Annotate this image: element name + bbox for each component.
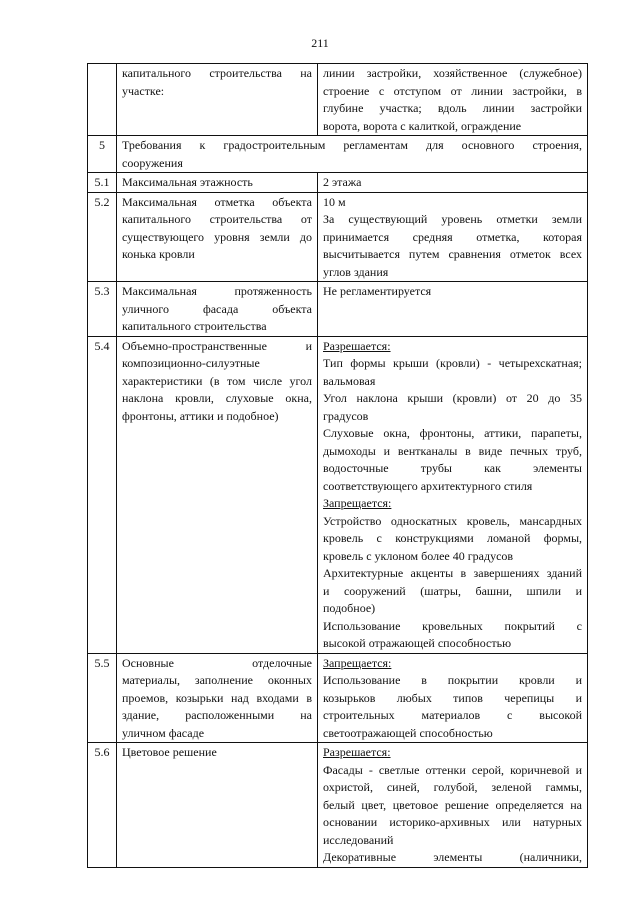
text-line: За существующий уровень отметки земли: [323, 212, 582, 226]
text-line: козырьков любых типов черепицы и: [323, 690, 582, 705]
text-line: углов здания: [323, 264, 389, 279]
parameter-cell: [117, 743, 318, 868]
text-line: водосточные трубы как элементы: [323, 461, 582, 475]
text-line: сооружения: [122, 155, 183, 170]
table-row: [88, 64, 588, 136]
text-line: уличного фасада объекта: [122, 301, 312, 316]
text-line: Использование в покрытии кровли и: [323, 673, 582, 687]
text-line: конька кровли: [122, 247, 195, 261]
text-line: Требования к градостроительным регламентам для основного строения,: [122, 138, 582, 152]
row-number: 5.4: [88, 336, 117, 653]
text-line: характеристики (в том числе угол: [122, 373, 312, 388]
text-line: композиционно-силуэтные: [122, 356, 260, 370]
row-number: 5: [88, 136, 117, 173]
text-line: Фасады - светлые оттенки серой, коричневой и: [323, 762, 582, 777]
text-line: наклона кровли, слуховые окна,: [122, 391, 312, 405]
row-number: 5.3: [88, 282, 117, 337]
value-cell: [318, 282, 588, 337]
text-line: кровель с конструкциями ломаной формы,: [323, 531, 582, 545]
parameter-cell: [117, 192, 318, 282]
text-line: вальмовая: [323, 373, 376, 388]
text-line: высчитывается путем сравнения отметок всех: [323, 247, 582, 261]
table-row: [88, 336, 588, 653]
row-number: 5.2: [88, 192, 117, 282]
text-line: фронтоны, аттики и подобное): [122, 408, 279, 423]
text-line: Использование кровельных покрытий с: [323, 618, 582, 633]
text-line: проемов, козырьки над входами в: [122, 690, 312, 705]
table-row: [88, 282, 588, 337]
text-line: глубине участка; вдоль линии застройки: [323, 101, 582, 115]
text-line: Основные отделочные: [122, 655, 312, 670]
value-cell: [318, 192, 588, 282]
parameter-cell: [117, 173, 318, 193]
value-cell: [318, 173, 588, 193]
text-line: здание, расположенными на: [122, 708, 312, 722]
table-row: [88, 653, 588, 743]
text-line: Архитектурные акценты в завершениях зданий: [323, 566, 582, 580]
text-line: Угол наклона крыши (кровли) от 20 до 35: [323, 391, 582, 405]
text-line: капитального строительства на: [122, 66, 312, 80]
value-cell: [318, 743, 588, 868]
text-line: материалы, заполнение оконных: [122, 673, 312, 687]
row-number: [88, 64, 117, 136]
allowed-label: Разрешается:: [323, 745, 391, 759]
text-line: высокой отражающей способностью: [323, 636, 512, 650]
table-row: [88, 136, 588, 173]
text-line: исследований: [323, 832, 394, 847]
text-line: уличном фасаде: [122, 725, 205, 740]
row-number: 5.5: [88, 653, 117, 743]
text-line: светоотражающей способностью: [323, 725, 493, 740]
text-line: Не регламентируется: [323, 284, 432, 298]
text-line: соответствующего архитектурного стиля: [323, 478, 533, 493]
text-line: принимается средняя отметка, которая: [323, 229, 582, 244]
forbidden-label: Запрещается:: [323, 655, 392, 670]
section-heading-cell: [117, 136, 588, 173]
parameter-cell: [117, 653, 318, 743]
text-line: Объемно-пространственные и: [122, 338, 312, 353]
regulations-table: [87, 63, 588, 868]
text-line: охристой, синей, голубой, зеленой гаммы,: [323, 780, 582, 794]
value-cell: [318, 64, 588, 136]
text-line: дымоходы и вентканалы в виде печных труб,: [323, 443, 582, 458]
text-line: основании историко-архивных или натурных: [323, 815, 582, 829]
text-line: 10 м: [323, 194, 346, 209]
parameter-cell: [117, 336, 318, 653]
text-line: строение с отступом от линии застройки, в: [323, 83, 582, 98]
value-cell: [318, 336, 588, 653]
text-line: кровель с уклоном более 40 градусов: [323, 548, 514, 563]
row-number: 5.1: [88, 173, 117, 193]
text-line: Максимальная этажность: [122, 175, 253, 189]
table-row: [88, 743, 588, 868]
text-line: капитального строительства от: [122, 212, 312, 226]
allowed-label: Разрешается:: [323, 338, 391, 353]
parameter-cell: [117, 282, 318, 337]
table-row: [88, 192, 588, 282]
text-line: белый цвет, цветовое решение определяется на: [323, 797, 582, 812]
text-line: Максимальная протяженность: [122, 284, 312, 298]
parameter-cell: [117, 64, 318, 136]
text-line: строительных материалов с высокой: [323, 708, 582, 722]
value-cell: [318, 653, 588, 743]
row-number: 5.6: [88, 743, 117, 868]
forbidden-label: Запрещается:: [323, 496, 392, 510]
text-line: Тип формы крыши (кровли) - четырехскатная;: [323, 356, 582, 370]
text-line: линии застройки, хозяйственное (служебное): [323, 66, 582, 80]
text-line: Декоративные элементы (наличники,: [323, 850, 582, 864]
text-line: капитального строительства: [122, 319, 267, 333]
text-line: и сооружений (шатры, башни, шпили и: [323, 583, 582, 598]
text-line: Слуховые окна, фронтоны, аттики, парапеты,: [323, 426, 582, 440]
text-line: участке:: [122, 83, 165, 98]
text-line: подобное): [323, 601, 376, 615]
text-line: Цветовое решение: [122, 745, 217, 759]
text-line: Максимальная отметка объекта: [122, 194, 312, 209]
page-number: 211: [311, 36, 329, 50]
text-line: Устройство односкатных кровель, мансардных: [323, 513, 582, 528]
table-row: [88, 173, 588, 193]
text-line: существующего уровня земли до: [122, 229, 312, 244]
text-line: ворота, ворота с калиткой, ограждение: [323, 118, 522, 133]
text-line: градусов: [323, 408, 369, 423]
text-line: 2 этажа: [323, 175, 362, 189]
